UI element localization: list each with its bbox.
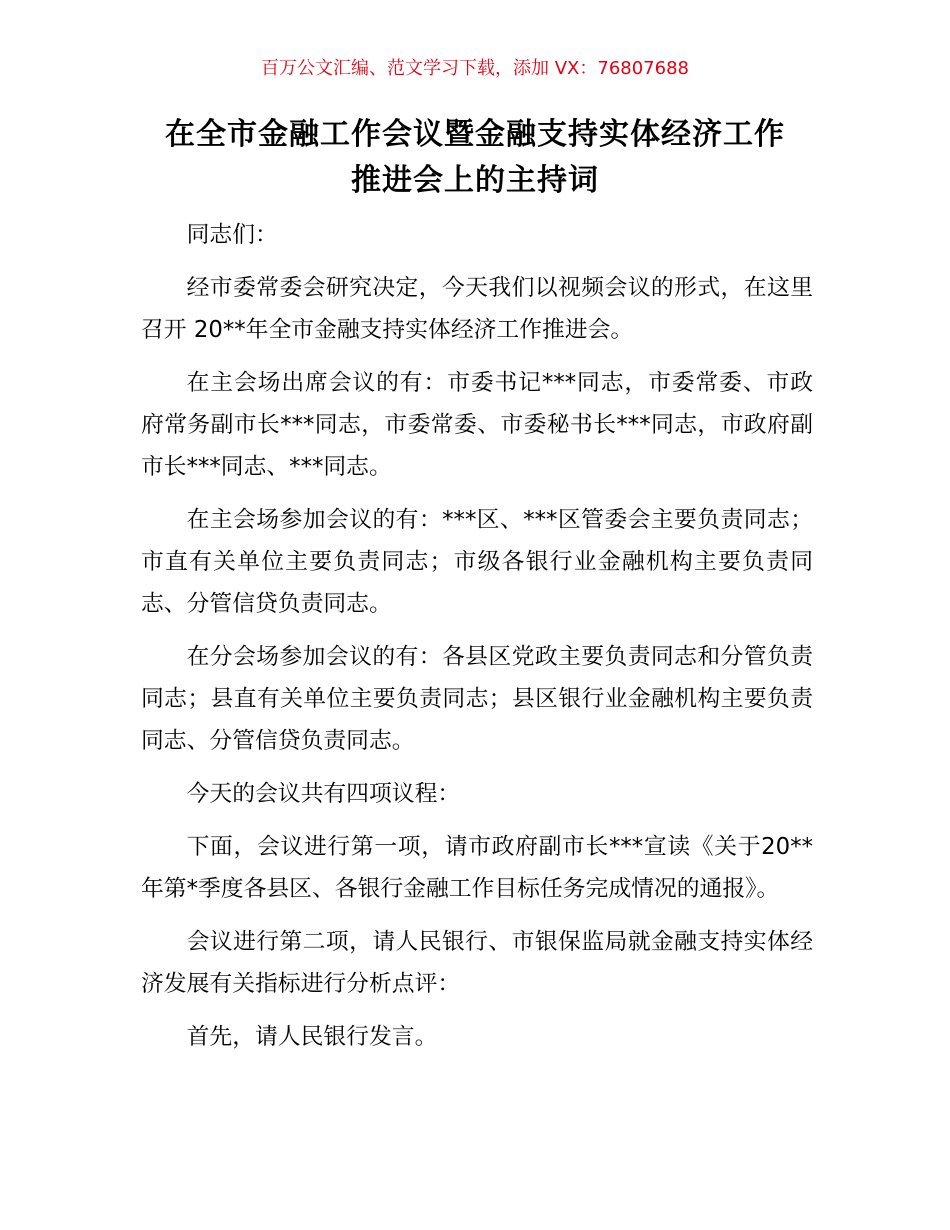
paragraph-agenda: 今天的会议共有四项议程：	[186, 781, 461, 807]
document-body	[141, 214, 813, 1069]
header-notice: 百万公文汇编、范文学习下载，添加 VX：76807688	[261, 58, 689, 79]
paragraph-item-two: 会议进行第二项，请人民银行、市银保监局就金融支持实体经济发展有关指标进行分析点评：	[141, 929, 813, 997]
paragraph-salutation: 同志们：	[186, 222, 278, 248]
document-title	[120, 112, 830, 204]
title-line-1: 在全市金融工作会议暨金融支持实体经济工作	[165, 117, 785, 152]
paragraph-item-one: 下面，会议进行第一项，请市政府副市长***宣读《关于20**年第*季度各县区、各银行金融工作目标任务完成情况的通报》。	[141, 834, 813, 902]
paragraph-main-venue-attendees: 在主会场出席会议的有：市委书记***同志，市委常委、市政府常务副市长***同志，市委常委、市委秘书长***同志，市政府副市长***同志、***同志。	[141, 370, 813, 480]
title-line-2: 推进会上的主持词	[351, 163, 599, 198]
paragraph-main-venue-participants: 在主会场参加会议的有：***区、***区管委会主要负责同志；市直有关单位主要负责同志；市级各银行业金融机构主要负责同志、分管信贷负责同志。	[141, 507, 813, 617]
paragraph-first-speaker: 首先，请人民银行发言。	[186, 1024, 438, 1050]
paragraph-opening: 经市委常委会研究决定，今天我们以视频会议的形式，在这里召开 20**年全市金融支持实体经济工作推进会。	[141, 275, 813, 343]
paragraph-branch-venue-participants: 在分会场参加会议的有：各县区党政主要负责同志和分管负责同志；县直有关单位主要负责同志；县区银行业金融机构主要负责同志、分管信贷负责同志。	[141, 644, 813, 754]
